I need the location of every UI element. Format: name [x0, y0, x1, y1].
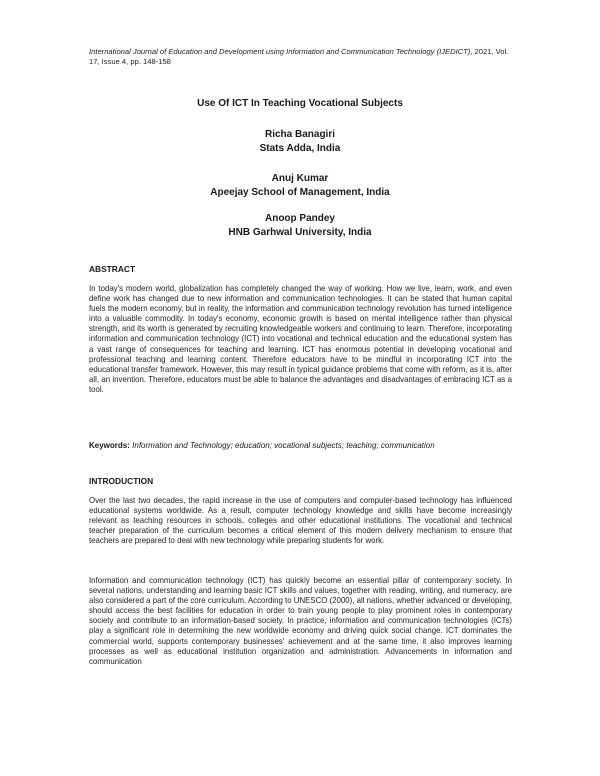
author-affiliation: HNB Garhwal University, India: [228, 226, 372, 238]
journal-abbrev: (IJEDICT): [436, 47, 471, 56]
abstract-text: In today's modern world, globalization has completely changed the way of working. How we live, learn, work, and even define work has changed due to new information and communication technologies. It can be stated that human capital fuels the modern economy, but in reality, the information and communication technology revolution has turned intelligence into a valuable commodity. In today's economy, economic growth is based on mental intelligence rather than physical strength, and its worth is generated by recruiting knowledgeable workers and continuing to learn. Therefore, incorporating information and communication technology (ICT) into vocational and technical education and the educational system has a vast range of consequences for teaching and learning. ICT has enormous potential in developing vocational and professional teaching and learning content. Therefore educators have to be mindful in incorporating ICT into the educational transfer framework. However, this may result in typical guidance problems that come with reform, as it is, after all, an invention. Therefore, educators must be able to balance the advantages and disadvantages of embracing ICT as a tool.: [89, 284, 512, 394]
author-affiliation: Apeejay School of Management, India: [210, 186, 390, 198]
keywords-label: Keywords:: [89, 441, 130, 450]
journal-details: , 2021, Vol. 17, Issue 4, pp. 148-158: [89, 47, 509, 66]
author-name: Anoop Pandey: [264, 213, 335, 224]
introduction-paragraph: Over the last two decades, the rapid increase in the use of computers and computer-based technology has influenced educational systems worldwide. As a result, computer technology knowledge and skills have become increasingly relevant as teaching resources in schools, colleges and other educational institutions. The vocational and technical teacher preparation of the curriculum becomes a critical element of this modern delivery mechanism to ensure that teachers are prepared to deal with new technology while preparing students for work.: [89, 496, 512, 546]
author-affiliation: Stats Adda, India: [259, 142, 341, 154]
author-name: Richa Banagiri: [264, 129, 336, 140]
introduction-heading: INTRODUCTION: [89, 476, 154, 486]
author-block: [89, 172, 511, 199]
author-name: Anuj Kumar: [271, 173, 329, 184]
abstract-heading: ABSTRACT: [89, 264, 136, 274]
journal-header: [89, 47, 519, 67]
journal-name: International Journal of Education and Development using Information and Communication Technology: [89, 47, 435, 56]
keywords: [89, 441, 512, 451]
author-block: [89, 212, 511, 239]
keywords-text: Information and Technology; education; vocational subjects; teaching; communication: [132, 441, 435, 450]
author-block: [89, 128, 511, 155]
paper-title: Use Of ICT In Teaching Vocational Subjects: [197, 98, 403, 109]
introduction-paragraph: Information and communication technology (ICT) has quickly become an essential pillar of contemporary society. In several nations, understanding and learning basic ICT skills and values, together with reading, writing, and numeracy, are also considered a part of the core curriculum. According to UNESCO (2000), all nations, whether advanced or developing, should access the best facilities for education in order to train young people to play prominent roles in contemporary society and contribute to an information-based society. In practice, information and communication technologies (ICTs) play a significant role in determining the new worldwide economy and driving quick social change. ICT dominates the commercial world, supports contemporary businesses' achievement and at the same time, it also improves learning processes as well as educational institution organization and administration. Advancements in information and communication: [89, 576, 512, 666]
